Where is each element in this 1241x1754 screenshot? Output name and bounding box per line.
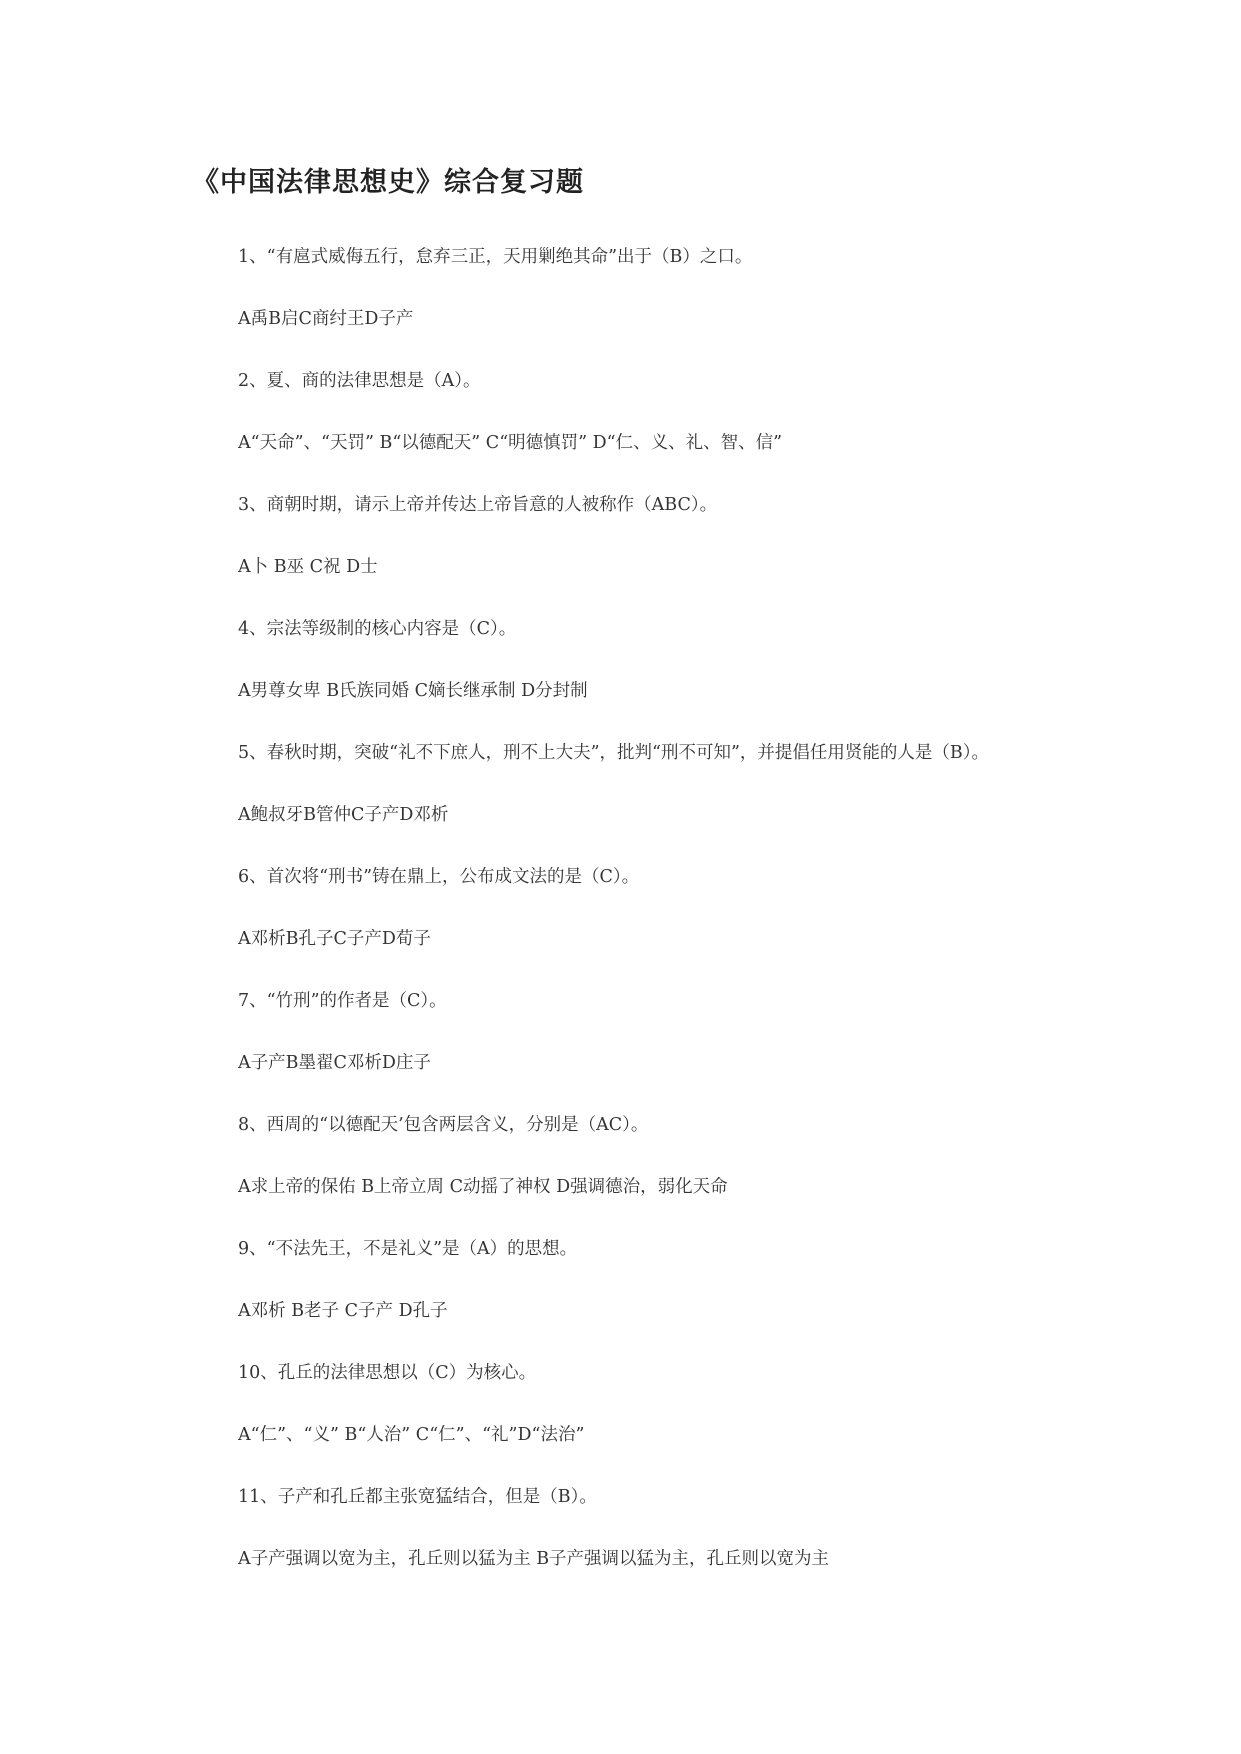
options-9: A邓析 B老子 C子产 D孔子 xyxy=(238,1301,448,1321)
question-1: 1、“有扈式威侮五行，怠弃三正，天用剿绝其命”出于（B）之口。 xyxy=(238,247,753,267)
question-10: 10、孔丘的法律思想以（C）为核心。 xyxy=(238,1363,537,1383)
document-title: 《中国法律思想史》综合复习题 xyxy=(192,167,584,198)
options-3: A卜 B巫 C祝 D士 xyxy=(238,557,378,577)
question-7: 7、“竹刑”的作者是（C）。 xyxy=(238,991,447,1011)
options-10: A“仁”、“义” B“人治” C“仁”、“礼”D“法治” xyxy=(238,1425,585,1445)
options-5: A鲍叔牙B管仲C子产D邓析 xyxy=(238,805,449,825)
question-11: 11、子产和孔丘都主张宽猛结合，但是（B）。 xyxy=(238,1487,597,1507)
question-8: 8、西周的“以德配天’包含两层含义，分别是（AC）。 xyxy=(238,1115,649,1135)
options-6: A邓析B孔子C子产D荀子 xyxy=(238,929,431,949)
options-2: A“天命”、“天罚” B“以德配天” C“明德慎罚” D“仁、义、礼、智、信” xyxy=(238,433,783,453)
question-list xyxy=(238,244,1138,1608)
options-1: A禹B启C商纣王D子产 xyxy=(238,309,414,329)
options-7: A子产B墨翟C邓析D庄子 xyxy=(238,1053,431,1073)
question-2: 2、夏、商的法律思想是（A）。 xyxy=(238,371,481,391)
question-5: 5、春秋时期，突破“礼不下庶人，刑不上大夫”，批判“刑不可知”，并提倡任用贤能的人是（B）。 xyxy=(238,743,990,763)
options-4: A男尊女卑 B氏族同婚 C嫡长继承制 D分封制 xyxy=(238,681,588,701)
options-11: A子产强调以宽为主，孔丘则以猛为主 B子产强调以猛为主，孔丘则以宽为主 xyxy=(238,1549,830,1569)
options-8: A求上帝的保佑 B上帝立周 C动摇了神权 D强调德治，弱化天命 xyxy=(238,1177,728,1197)
question-4: 4、宗法等级制的核心内容是（C）。 xyxy=(238,619,517,639)
question-9: 9、“不法先王，不是礼义”是（A）的思想。 xyxy=(238,1239,578,1259)
question-3: 3、商朝时期，请示上帝并传达上帝旨意的人被称作（ABC）。 xyxy=(238,495,718,515)
question-6: 6、首次将“刑书”铸在鼎上，公布成文法的是（C）。 xyxy=(238,867,640,887)
